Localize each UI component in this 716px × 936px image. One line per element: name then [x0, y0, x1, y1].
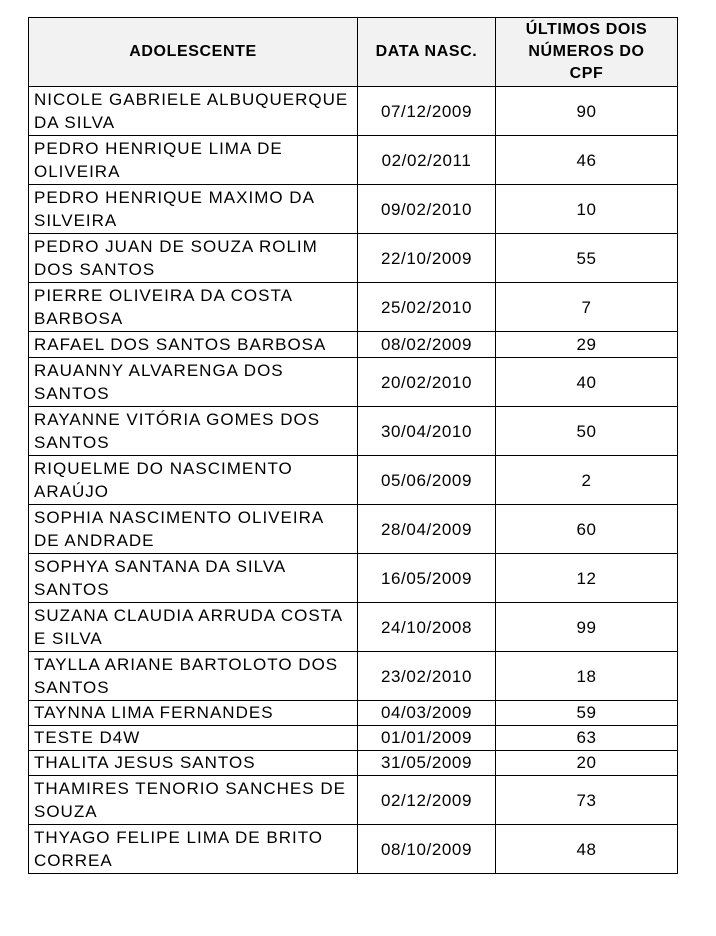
cell-name: RAUANNY ALVARENGA DOS SANTOS: [29, 358, 358, 407]
table-row: [29, 136, 678, 185]
cell-name: TESTE D4W: [29, 726, 358, 751]
cell-name: THYAGO FELIPE LIMA DE BRITO CORREA: [29, 825, 358, 874]
header-data-nasc: DATA NASC.: [358, 18, 496, 87]
cell-cpf-last-two: 29: [496, 332, 678, 358]
table-row: [29, 456, 678, 505]
table-row: [29, 726, 678, 751]
header-adolescente: ADOLESCENTE: [29, 18, 358, 87]
cell-name: NICOLE GABRIELE ALBUQUERQUE DA SILVA: [29, 87, 358, 136]
cell-name: PEDRO JUAN DE SOUZA ROLIM DOS SANTOS: [29, 234, 358, 283]
table-row: [29, 554, 678, 603]
cell-cpf-last-two: 12: [496, 554, 678, 603]
cell-cpf-last-two: 55: [496, 234, 678, 283]
cell-birth-date: 05/06/2009: [358, 456, 496, 505]
cell-name: RIQUELME DO NASCIMENTO ARAÚJO: [29, 456, 358, 505]
header-cpf: [496, 18, 678, 87]
cell-cpf-last-two: 63: [496, 726, 678, 751]
cell-name: TAYNNA LIMA FERNANDES: [29, 701, 358, 726]
table-row: [29, 825, 678, 874]
cell-birth-date: 31/05/2009: [358, 751, 496, 776]
cell-birth-date: 04/03/2009: [358, 701, 496, 726]
table-row: [29, 652, 678, 701]
cell-cpf-last-two: 20: [496, 751, 678, 776]
table-row: [29, 505, 678, 554]
cell-name: PEDRO HENRIQUE MAXIMO DA SILVEIRA: [29, 185, 358, 234]
cell-birth-date: 25/02/2010: [358, 283, 496, 332]
cell-cpf-last-two: 10: [496, 185, 678, 234]
header-cpf-line2: NÚMEROS DO: [528, 43, 645, 60]
cell-cpf-last-two: 18: [496, 652, 678, 701]
cell-name: SUZANA CLAUDIA ARRUDA COSTA E SILVA: [29, 603, 358, 652]
table-row: [29, 603, 678, 652]
cell-cpf-last-two: 7: [496, 283, 678, 332]
cell-name: TAYLLA ARIANE BARTOLOTO DOS SANTOS: [29, 652, 358, 701]
cell-cpf-last-two: 40: [496, 358, 678, 407]
cell-birth-date: 30/04/2010: [358, 407, 496, 456]
cell-cpf-last-two: 2: [496, 456, 678, 505]
cell-birth-date: 08/02/2009: [358, 332, 496, 358]
cell-birth-date: 01/01/2009: [358, 726, 496, 751]
cell-birth-date: 16/05/2009: [358, 554, 496, 603]
table-row: [29, 407, 678, 456]
table-row: [29, 87, 678, 136]
cell-birth-date: 23/02/2010: [358, 652, 496, 701]
table-row: [29, 283, 678, 332]
cell-birth-date: 02/12/2009: [358, 776, 496, 825]
cell-name: THAMIRES TENORIO SANCHES DE SOUZA: [29, 776, 358, 825]
cell-name: PEDRO HENRIQUE LIMA DE OLIVEIRA: [29, 136, 358, 185]
cell-cpf-last-two: 50: [496, 407, 678, 456]
cell-name: THALITA JESUS SANTOS: [29, 751, 358, 776]
cell-birth-date: 20/02/2010: [358, 358, 496, 407]
table-row: [29, 185, 678, 234]
table-row: [29, 751, 678, 776]
cell-cpf-last-two: 99: [496, 603, 678, 652]
cell-birth-date: 08/10/2009: [358, 825, 496, 874]
cell-cpf-last-two: 59: [496, 701, 678, 726]
header-cpf-line3: CPF: [569, 65, 604, 82]
cell-name: SOPHIA NASCIMENTO OLIVEIRA DE ANDRADE: [29, 505, 358, 554]
cell-cpf-last-two: 48: [496, 825, 678, 874]
cell-cpf-last-two: 90: [496, 87, 678, 136]
cell-birth-date: 02/02/2011: [358, 136, 496, 185]
adolescent-table: [28, 17, 678, 874]
table-row: [29, 776, 678, 825]
table-row: [29, 358, 678, 407]
cell-cpf-last-two: 60: [496, 505, 678, 554]
cell-birth-date: 28/04/2009: [358, 505, 496, 554]
cell-cpf-last-two: 46: [496, 136, 678, 185]
table-header-row: [29, 18, 678, 87]
cell-name: RAFAEL DOS SANTOS BARBOSA: [29, 332, 358, 358]
cell-birth-date: 07/12/2009: [358, 87, 496, 136]
table-row: [29, 332, 678, 358]
cell-name: RAYANNE VITÓRIA GOMES DOS SANTOS: [29, 407, 358, 456]
header-cpf-line1: ÚLTIMOS DOIS: [525, 21, 648, 38]
table-row: [29, 701, 678, 726]
cell-name: SOPHYA SANTANA DA SILVA SANTOS: [29, 554, 358, 603]
cell-birth-date: 22/10/2009: [358, 234, 496, 283]
cell-birth-date: 09/02/2010: [358, 185, 496, 234]
cell-birth-date: 24/10/2008: [358, 603, 496, 652]
table-row: [29, 234, 678, 283]
cell-cpf-last-two: 73: [496, 776, 678, 825]
cell-name: PIERRE OLIVEIRA DA COSTA BARBOSA: [29, 283, 358, 332]
